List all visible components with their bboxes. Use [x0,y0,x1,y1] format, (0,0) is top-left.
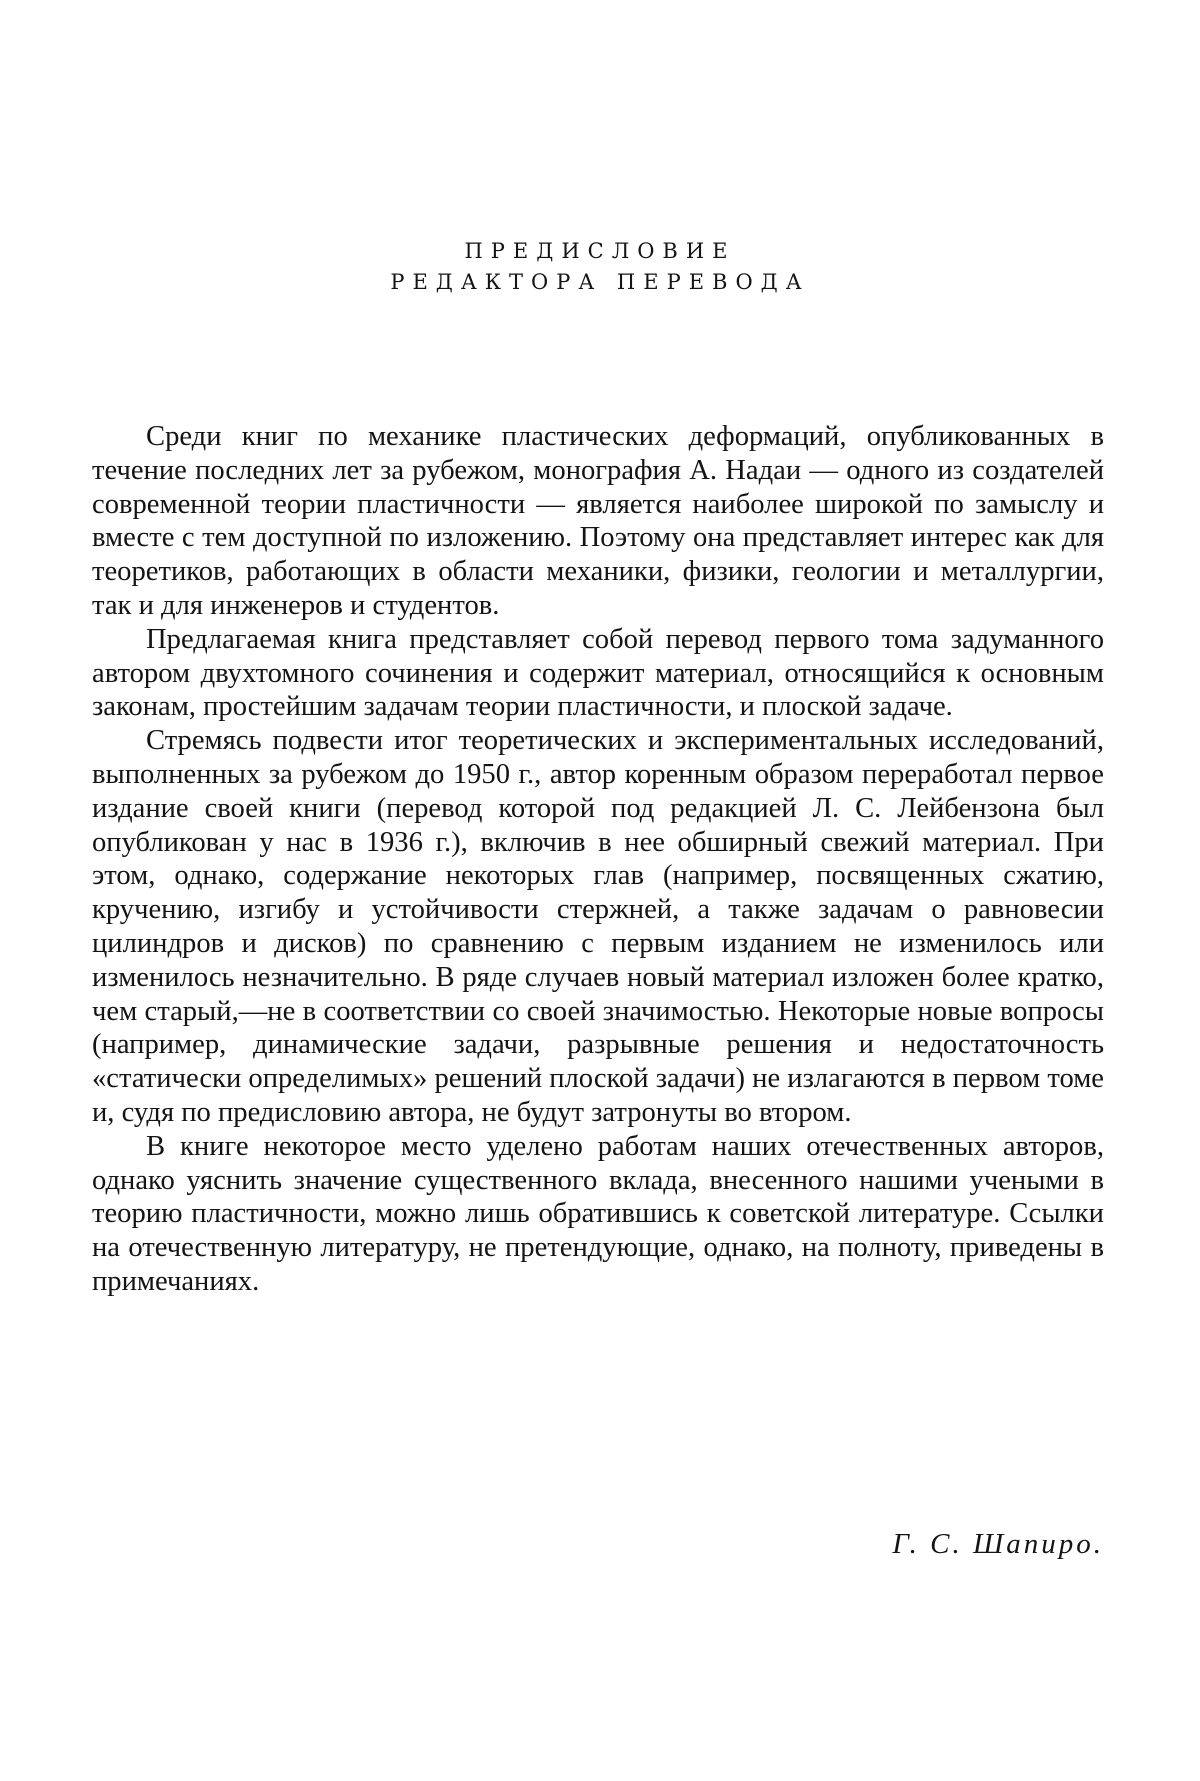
page-heading [0,236,1200,298]
paragraph-4: В книге некоторое место уделено работам наших отечественных авторов, однако уяснить значение существенного вклада, внесенного нашими учеными в теорию пластичности, можно лишь обратившись к советской литературе. Ссылки на отечественную литературу, не претендующие, однако, на полноту, приведены в примечаниях. [92,1130,1104,1297]
preface-body [92,420,1104,1299]
heading-line-1: ПРЕДИСЛОВИЕ [464,239,736,263]
heading-line-2: РЕДАКТОРА ПЕРЕВОДА [390,270,810,294]
paragraph-3: Стремясь подвести итог теоретических и экспериментальных исследований, выполненных за рубежом до 1950 г., автор коренным образом переработал первое издание своей книги (перевод которой под редакцией Л. С. Лейбензона был опубликован у нас в 1936 г.), включив в нее обширный свежий материал. При этом, однако, содержание некоторых глав (например, посвященных сжатию, кручению, изгибу и устойчивости стержней, а также задачам о равновесии цилиндров и дисков) по сравнению с первым изданием не изменилось или изменилось незначительно. В ряде случаев новый материал изложен более кратко, чем старый,—не в соответствии со своей значимостью. Некоторые новые вопросы (например, динамические задачи, разрывные решения и недостаточность «статически определимых» решений плоской задачи) не излагаются в первом томе и, судя по предисловию автора, не будут затронуты во втором. [92,725,1104,1128]
paragraph-1: Среди книг по механике пластических деформаций, опубликованных в течение последних лет за рубежом, монография А. Надаи — одного из создателей современной теории пластичности — является наиболее широкой по замыслу и вместе с тем доступной по изложению. Поэтому она представляет интерес как для теоретиков, работающих в области механики, физики, геологии и металлургии, так и для инженеров и студентов. [92,421,1104,621]
editor-signature: Г. С. Шапиро. [892,1528,1104,1560]
paragraph-2: Предлагаемая книга представляет собой перевод первого тома задуманного автором двухтомного сочинения и содержит материал, относящийся к основным законам, простейшим задачам теории пластичности, и плоской задаче. [92,623,1104,723]
